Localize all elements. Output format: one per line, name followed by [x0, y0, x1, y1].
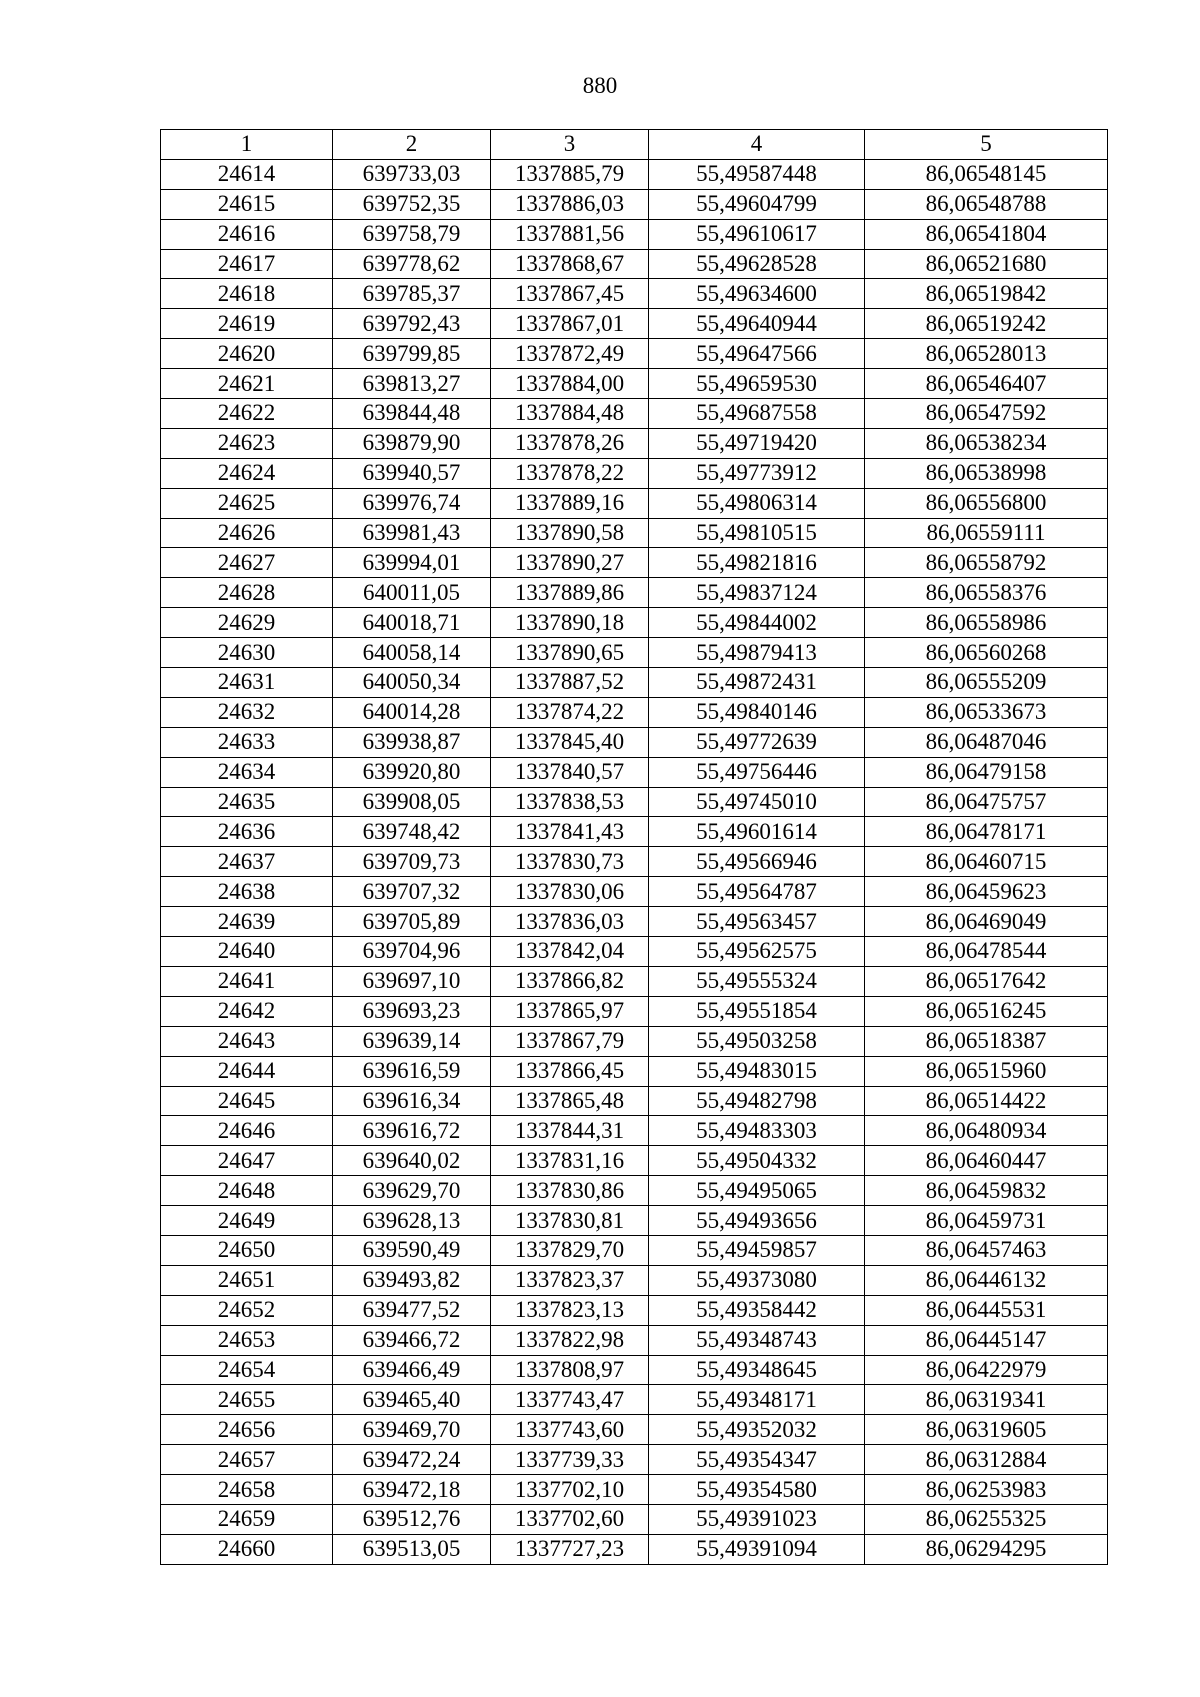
- table-cell-col-3: 1337727,23: [491, 1534, 649, 1564]
- table-cell-col-4: 55,49719420: [649, 428, 865, 458]
- table-cell-col-4: 55,49459857: [649, 1235, 865, 1265]
- table-cell-col-3: 1337845,40: [491, 727, 649, 757]
- table-cell-col-2: 639785,37: [333, 279, 491, 309]
- table-cell-col-1: 24616: [161, 219, 333, 249]
- table-cell-col-2: 640058,14: [333, 638, 491, 668]
- table-cell-col-1: 24631: [161, 668, 333, 698]
- table-cell-col-3: 1337867,01: [491, 309, 649, 339]
- table-cell-col-5: 86,06558986: [865, 608, 1108, 638]
- table-cell-col-3: 1337889,86: [491, 578, 649, 608]
- table-cell-col-2: 639466,49: [333, 1355, 491, 1385]
- table-cell-col-4: 55,49373080: [649, 1265, 865, 1295]
- table-cell-col-4: 55,49806314: [649, 488, 865, 518]
- table-cell-col-5: 86,06516245: [865, 996, 1108, 1026]
- table-cell-col-5: 86,06475757: [865, 787, 1108, 817]
- table-cell-col-5: 86,06556800: [865, 488, 1108, 518]
- table-cell-col-1: 24660: [161, 1534, 333, 1564]
- table-row: [161, 279, 1108, 309]
- table-cell-col-3: 1337866,45: [491, 1056, 649, 1086]
- table-cell-col-2: 639940,57: [333, 458, 491, 488]
- table-cell-col-5: 86,06546407: [865, 369, 1108, 399]
- table-cell-col-2: 639465,40: [333, 1385, 491, 1415]
- table-cell-col-2: 639758,79: [333, 219, 491, 249]
- table-cell-col-1: 24645: [161, 1086, 333, 1116]
- table-cell-col-1: 24630: [161, 638, 333, 668]
- table-cell-col-2: 640018,71: [333, 608, 491, 638]
- table-cell-col-5: 86,06547592: [865, 399, 1108, 429]
- table-cell-col-5: 86,06541804: [865, 219, 1108, 249]
- table-cell-col-4: 55,49348171: [649, 1385, 865, 1415]
- table-cell-col-5: 86,06538234: [865, 428, 1108, 458]
- table-row: [161, 1086, 1108, 1116]
- table-row: [161, 1116, 1108, 1146]
- table-row: [161, 1385, 1108, 1415]
- table-row: [161, 1176, 1108, 1206]
- table-cell-col-5: 86,06521680: [865, 249, 1108, 279]
- table-cell-col-5: 86,06560268: [865, 638, 1108, 668]
- table-cell-col-5: 86,06515960: [865, 1056, 1108, 1086]
- table-cell-col-1: 24646: [161, 1116, 333, 1146]
- table-cell-col-3: 1337890,58: [491, 518, 649, 548]
- table-cell-col-1: 24650: [161, 1235, 333, 1265]
- table-cell-col-5: 86,06480934: [865, 1116, 1108, 1146]
- table-row: [161, 578, 1108, 608]
- table-row: [161, 339, 1108, 369]
- table-cell-col-4: 55,49391094: [649, 1534, 865, 1564]
- table-cell-col-5: 86,06478171: [865, 817, 1108, 847]
- table-cell-col-1: 24652: [161, 1295, 333, 1325]
- table-cell-col-3: 1337830,73: [491, 847, 649, 877]
- table-cell-col-2: 639752,35: [333, 189, 491, 219]
- table-row: [161, 1026, 1108, 1056]
- table-cell-col-4: 55,49634600: [649, 279, 865, 309]
- table-cell-col-5: 86,06538998: [865, 458, 1108, 488]
- column-header-4: 4: [649, 130, 865, 160]
- table-cell-col-2: 639693,23: [333, 996, 491, 1026]
- table-cell-col-3: 1337831,16: [491, 1146, 649, 1176]
- table-cell-col-4: 55,49610617: [649, 219, 865, 249]
- table-cell-col-1: 24627: [161, 548, 333, 578]
- table-cell-col-3: 1337840,57: [491, 757, 649, 787]
- table-cell-col-5: 86,06460715: [865, 847, 1108, 877]
- table-cell-col-3: 1337884,48: [491, 399, 649, 429]
- table-row: [161, 1504, 1108, 1534]
- table-cell-col-4: 55,49640944: [649, 309, 865, 339]
- table-row: [161, 1415, 1108, 1445]
- table-cell-col-5: 86,06558376: [865, 578, 1108, 608]
- table-cell-col-3: 1337867,79: [491, 1026, 649, 1056]
- table-cell-col-5: 86,06514422: [865, 1086, 1108, 1116]
- table-cell-col-3: 1337868,67: [491, 249, 649, 279]
- table-cell-col-2: 639590,49: [333, 1235, 491, 1265]
- table-row: [161, 518, 1108, 548]
- table-cell-col-3: 1337844,31: [491, 1116, 649, 1146]
- table-cell-col-3: 1337890,18: [491, 608, 649, 638]
- table-cell-col-3: 1337886,03: [491, 189, 649, 219]
- table-cell-col-3: 1337823,13: [491, 1295, 649, 1325]
- table-cell-col-3: 1337743,47: [491, 1385, 649, 1415]
- table-row: [161, 668, 1108, 698]
- table-cell-col-1: 24643: [161, 1026, 333, 1056]
- table-cell-col-4: 55,49503258: [649, 1026, 865, 1056]
- table-cell-col-5: 86,06519842: [865, 279, 1108, 309]
- table-row: [161, 1295, 1108, 1325]
- table-row: [161, 847, 1108, 877]
- table-cell-col-4: 55,49773912: [649, 458, 865, 488]
- table-cell-col-2: 639792,43: [333, 309, 491, 339]
- table-cell-col-4: 55,49772639: [649, 727, 865, 757]
- table-cell-col-2: 639799,85: [333, 339, 491, 369]
- table-cell-col-4: 55,49647566: [649, 339, 865, 369]
- table-cell-col-1: 24621: [161, 369, 333, 399]
- table-cell-col-5: 86,06558792: [865, 548, 1108, 578]
- table-cell-col-5: 86,06533673: [865, 697, 1108, 727]
- table-cell-col-4: 55,49840146: [649, 697, 865, 727]
- table-cell-col-4: 55,49551854: [649, 996, 865, 1026]
- table-cell-col-2: 639616,59: [333, 1056, 491, 1086]
- table-cell-col-4: 55,49358442: [649, 1295, 865, 1325]
- table-row: [161, 1534, 1108, 1564]
- table-cell-col-5: 86,06460447: [865, 1146, 1108, 1176]
- table-cell-col-3: 1337743,60: [491, 1415, 649, 1445]
- table-cell-col-2: 639908,05: [333, 787, 491, 817]
- table-row: [161, 488, 1108, 518]
- table-cell-col-1: 24651: [161, 1265, 333, 1295]
- table-cell-col-5: 86,06319341: [865, 1385, 1108, 1415]
- page-number: 880: [582, 73, 618, 98]
- table-cell-col-4: 55,49879413: [649, 638, 865, 668]
- table-cell-col-3: 1337890,27: [491, 548, 649, 578]
- table-cell-col-2: 639628,13: [333, 1206, 491, 1236]
- table-cell-col-3: 1337890,65: [491, 638, 649, 668]
- table-cell-col-2: 639616,72: [333, 1116, 491, 1146]
- table-cell-col-5: 86,06255325: [865, 1504, 1108, 1534]
- table-cell-col-1: 24617: [161, 249, 333, 279]
- table-cell-col-2: 639778,62: [333, 249, 491, 279]
- table-cell-col-2: 640014,28: [333, 697, 491, 727]
- table-cell-col-5: 86,06487046: [865, 727, 1108, 757]
- table-cell-col-5: 86,06457463: [865, 1235, 1108, 1265]
- table-cell-col-2: 639640,02: [333, 1146, 491, 1176]
- table-cell-col-1: 24622: [161, 399, 333, 429]
- table-cell-col-3: 1337739,33: [491, 1445, 649, 1475]
- table-cell-col-1: 24638: [161, 877, 333, 907]
- table-cell-col-1: 24639: [161, 907, 333, 937]
- table-cell-col-4: 55,49601614: [649, 817, 865, 847]
- table-row: [161, 1445, 1108, 1475]
- table-row: [161, 1056, 1108, 1086]
- table-cell-col-5: 86,06469049: [865, 907, 1108, 937]
- table-row: [161, 996, 1108, 1026]
- table-cell-col-2: 639981,43: [333, 518, 491, 548]
- table-row: [161, 937, 1108, 967]
- table-cell-col-5: 86,06555209: [865, 668, 1108, 698]
- table-row: [161, 159, 1108, 189]
- table-cell-col-1: 24614: [161, 159, 333, 189]
- table-cell-col-1: 24659: [161, 1504, 333, 1534]
- table-row: [161, 817, 1108, 847]
- table-cell-col-5: 86,06253983: [865, 1475, 1108, 1505]
- table-cell-col-3: 1337872,49: [491, 339, 649, 369]
- table-cell-col-3: 1337702,60: [491, 1504, 649, 1534]
- table-cell-col-4: 55,49628528: [649, 249, 865, 279]
- table-cell-col-4: 55,49493656: [649, 1206, 865, 1236]
- table-cell-col-4: 55,49659530: [649, 369, 865, 399]
- table-cell-col-5: 86,06459731: [865, 1206, 1108, 1236]
- table-cell-col-1: 24626: [161, 518, 333, 548]
- table-row: [161, 1355, 1108, 1385]
- table-cell-col-3: 1337838,53: [491, 787, 649, 817]
- table-cell-col-5: 86,06517642: [865, 966, 1108, 996]
- table-cell-col-1: 24649: [161, 1206, 333, 1236]
- table-cell-col-1: 24658: [161, 1475, 333, 1505]
- table-cell-col-3: 1337865,48: [491, 1086, 649, 1116]
- table-cell-col-4: 55,49391023: [649, 1504, 865, 1534]
- table-cell-col-3: 1337841,43: [491, 817, 649, 847]
- table-cell-col-4: 55,49756446: [649, 757, 865, 787]
- column-header-2: 2: [333, 130, 491, 160]
- table-cell-col-2: 640011,05: [333, 578, 491, 608]
- table-cell-col-3: 1337808,97: [491, 1355, 649, 1385]
- table-cell-col-3: 1337842,04: [491, 937, 649, 967]
- table-cell-col-1: 24647: [161, 1146, 333, 1176]
- table-cell-col-5: 86,06446132: [865, 1265, 1108, 1295]
- table-cell-col-2: 639976,74: [333, 488, 491, 518]
- table-cell-col-4: 55,49604799: [649, 189, 865, 219]
- table-cell-col-5: 86,06459623: [865, 877, 1108, 907]
- table-cell-col-1: 24656: [161, 1415, 333, 1445]
- table-cell-col-1: 24642: [161, 996, 333, 1026]
- table-cell-col-1: 24628: [161, 578, 333, 608]
- table-cell-col-1: 24623: [161, 428, 333, 458]
- table-cell-col-3: 1337836,03: [491, 907, 649, 937]
- table-cell-col-4: 55,49821816: [649, 548, 865, 578]
- table-body: [161, 159, 1108, 1564]
- table-cell-col-2: 639844,48: [333, 399, 491, 429]
- table-cell-col-5: 86,06528013: [865, 339, 1108, 369]
- column-header-5: 5: [865, 130, 1108, 160]
- table-cell-col-3: 1337829,70: [491, 1235, 649, 1265]
- table-cell-col-5: 86,06548788: [865, 189, 1108, 219]
- table-cell-col-2: 639733,03: [333, 159, 491, 189]
- table-cell-col-1: 24637: [161, 847, 333, 877]
- table-cell-col-5: 86,06459832: [865, 1176, 1108, 1206]
- table-cell-col-3: 1337867,45: [491, 279, 649, 309]
- table-row: [161, 966, 1108, 996]
- table-row: [161, 1206, 1108, 1236]
- table-cell-col-4: 55,49563457: [649, 907, 865, 937]
- table-cell-col-4: 55,49555324: [649, 966, 865, 996]
- table-cell-col-1: 24653: [161, 1325, 333, 1355]
- table-cell-col-3: 1337822,98: [491, 1325, 649, 1355]
- table-row: [161, 369, 1108, 399]
- table-row: [161, 757, 1108, 787]
- table-cell-col-1: 24654: [161, 1355, 333, 1385]
- table-cell-col-1: 24655: [161, 1385, 333, 1415]
- table-cell-col-4: 55,49687558: [649, 399, 865, 429]
- table-row: [161, 877, 1108, 907]
- table-cell-col-2: 639616,34: [333, 1086, 491, 1116]
- table-row: [161, 907, 1108, 937]
- table-cell-col-5: 86,06559111: [865, 518, 1108, 548]
- table-cell-col-2: 639879,90: [333, 428, 491, 458]
- table-cell-col-2: 639469,70: [333, 1415, 491, 1445]
- table-cell-col-4: 55,49354347: [649, 1445, 865, 1475]
- table-cell-col-1: 24629: [161, 608, 333, 638]
- table-cell-col-4: 55,49482798: [649, 1086, 865, 1116]
- table-cell-col-5: 86,06478544: [865, 937, 1108, 967]
- table-cell-col-3: 1337878,22: [491, 458, 649, 488]
- table-cell-col-1: 24644: [161, 1056, 333, 1086]
- table-row: [161, 309, 1108, 339]
- table-cell-col-2: 639472,18: [333, 1475, 491, 1505]
- table-cell-col-3: 1337702,10: [491, 1475, 649, 1505]
- coordinates-table: [160, 129, 1108, 1565]
- table-cell-col-5: 86,06479158: [865, 757, 1108, 787]
- table-cell-col-2: 639994,01: [333, 548, 491, 578]
- table-cell-col-1: 24657: [161, 1445, 333, 1475]
- table-cell-col-4: 55,49352032: [649, 1415, 865, 1445]
- table-header-row: [161, 130, 1108, 160]
- table-cell-col-2: 639709,73: [333, 847, 491, 877]
- table-cell-col-4: 55,49495065: [649, 1176, 865, 1206]
- table-row: [161, 727, 1108, 757]
- table-cell-col-2: 640050,34: [333, 668, 491, 698]
- table-cell-col-1: 24648: [161, 1176, 333, 1206]
- table-cell-col-4: 55,49348743: [649, 1325, 865, 1355]
- table-row: [161, 1146, 1108, 1176]
- table-cell-col-4: 55,49483015: [649, 1056, 865, 1086]
- table-cell-col-1: 24624: [161, 458, 333, 488]
- table-cell-col-3: 1337887,52: [491, 668, 649, 698]
- table-cell-col-1: 24634: [161, 757, 333, 787]
- table-cell-col-4: 55,49810515: [649, 518, 865, 548]
- table-cell-col-3: 1337884,00: [491, 369, 649, 399]
- table-cell-col-1: 24615: [161, 189, 333, 219]
- column-header-1: 1: [161, 130, 333, 160]
- table-cell-col-2: 639629,70: [333, 1176, 491, 1206]
- table-cell-col-2: 639466,72: [333, 1325, 491, 1355]
- table-cell-col-1: 24620: [161, 339, 333, 369]
- table-cell-col-2: 639707,32: [333, 877, 491, 907]
- table-row: [161, 1265, 1108, 1295]
- table-cell-col-3: 1337881,56: [491, 219, 649, 249]
- table-cell-col-4: 55,49844002: [649, 608, 865, 638]
- table-cell-col-1: 24633: [161, 727, 333, 757]
- table-row: [161, 458, 1108, 488]
- table-cell-col-2: 639472,24: [333, 1445, 491, 1475]
- table-cell-col-1: 24635: [161, 787, 333, 817]
- table-cell-col-4: 55,49504332: [649, 1146, 865, 1176]
- table-cell-col-5: 86,06294295: [865, 1534, 1108, 1564]
- table-cell-col-4: 55,49837124: [649, 578, 865, 608]
- table-cell-col-1: 24625: [161, 488, 333, 518]
- table-row: [161, 548, 1108, 578]
- table-cell-col-2: 639493,82: [333, 1265, 491, 1295]
- table-cell-col-2: 639697,10: [333, 966, 491, 996]
- table-cell-col-2: 639477,52: [333, 1295, 491, 1325]
- table-cell-col-5: 86,06422979: [865, 1355, 1108, 1385]
- table-cell-col-3: 1337878,26: [491, 428, 649, 458]
- table-cell-col-5: 86,06445531: [865, 1295, 1108, 1325]
- table-cell-col-2: 639748,42: [333, 817, 491, 847]
- column-header-3: 3: [491, 130, 649, 160]
- table-row: [161, 189, 1108, 219]
- table-row: [161, 219, 1108, 249]
- table-cell-col-3: 1337830,06: [491, 877, 649, 907]
- table-cell-col-5: 86,06519242: [865, 309, 1108, 339]
- table-cell-col-3: 1337830,81: [491, 1206, 649, 1236]
- table-cell-col-4: 55,49564787: [649, 877, 865, 907]
- table-cell-col-3: 1337889,16: [491, 488, 649, 518]
- table-cell-col-5: 86,06319605: [865, 1415, 1108, 1445]
- table-cell-col-4: 55,49566946: [649, 847, 865, 877]
- table-cell-col-1: 24636: [161, 817, 333, 847]
- table-row: [161, 1325, 1108, 1355]
- table-cell-col-3: 1337866,82: [491, 966, 649, 996]
- table-row: [161, 787, 1108, 817]
- table-cell-col-5: 86,06518387: [865, 1026, 1108, 1056]
- table-cell-col-3: 1337830,86: [491, 1176, 649, 1206]
- table-cell-col-4: 55,49872431: [649, 668, 865, 698]
- table-cell-col-3: 1337865,97: [491, 996, 649, 1026]
- table-cell-col-5: 86,06445147: [865, 1325, 1108, 1355]
- table-cell-col-4: 55,49348645: [649, 1355, 865, 1385]
- table-cell-col-2: 639920,80: [333, 757, 491, 787]
- table-cell-col-2: 639639,14: [333, 1026, 491, 1056]
- table-row: [161, 1475, 1108, 1505]
- table-cell-col-1: 24640: [161, 937, 333, 967]
- table-cell-col-4: 55,49483303: [649, 1116, 865, 1146]
- table-row: [161, 1235, 1108, 1265]
- table-cell-col-2: 639705,89: [333, 907, 491, 937]
- table-cell-col-1: 24618: [161, 279, 333, 309]
- table-cell-col-4: 55,49562575: [649, 937, 865, 967]
- table-cell-col-4: 55,49587448: [649, 159, 865, 189]
- table-cell-col-2: 639938,87: [333, 727, 491, 757]
- table-cell-col-5: 86,06312884: [865, 1445, 1108, 1475]
- table-cell-col-3: 1337885,79: [491, 159, 649, 189]
- table-cell-col-4: 55,49354580: [649, 1475, 865, 1505]
- table-cell-col-2: 639813,27: [333, 369, 491, 399]
- table-cell-col-2: 639512,76: [333, 1504, 491, 1534]
- table-row: [161, 249, 1108, 279]
- table-row: [161, 428, 1108, 458]
- table-row: [161, 697, 1108, 727]
- table-cell-col-3: 1337874,22: [491, 697, 649, 727]
- table-row: [161, 638, 1108, 668]
- table-cell-col-1: 24632: [161, 697, 333, 727]
- table-cell-col-1: 24619: [161, 309, 333, 339]
- table-cell-col-3: 1337823,37: [491, 1265, 649, 1295]
- table-cell-col-5: 86,06548145: [865, 159, 1108, 189]
- table-cell-col-2: 639513,05: [333, 1534, 491, 1564]
- table-row: [161, 608, 1108, 638]
- table-cell-col-1: 24641: [161, 966, 333, 996]
- table-cell-col-2: 639704,96: [333, 937, 491, 967]
- table-row: [161, 399, 1108, 429]
- table-cell-col-4: 55,49745010: [649, 787, 865, 817]
